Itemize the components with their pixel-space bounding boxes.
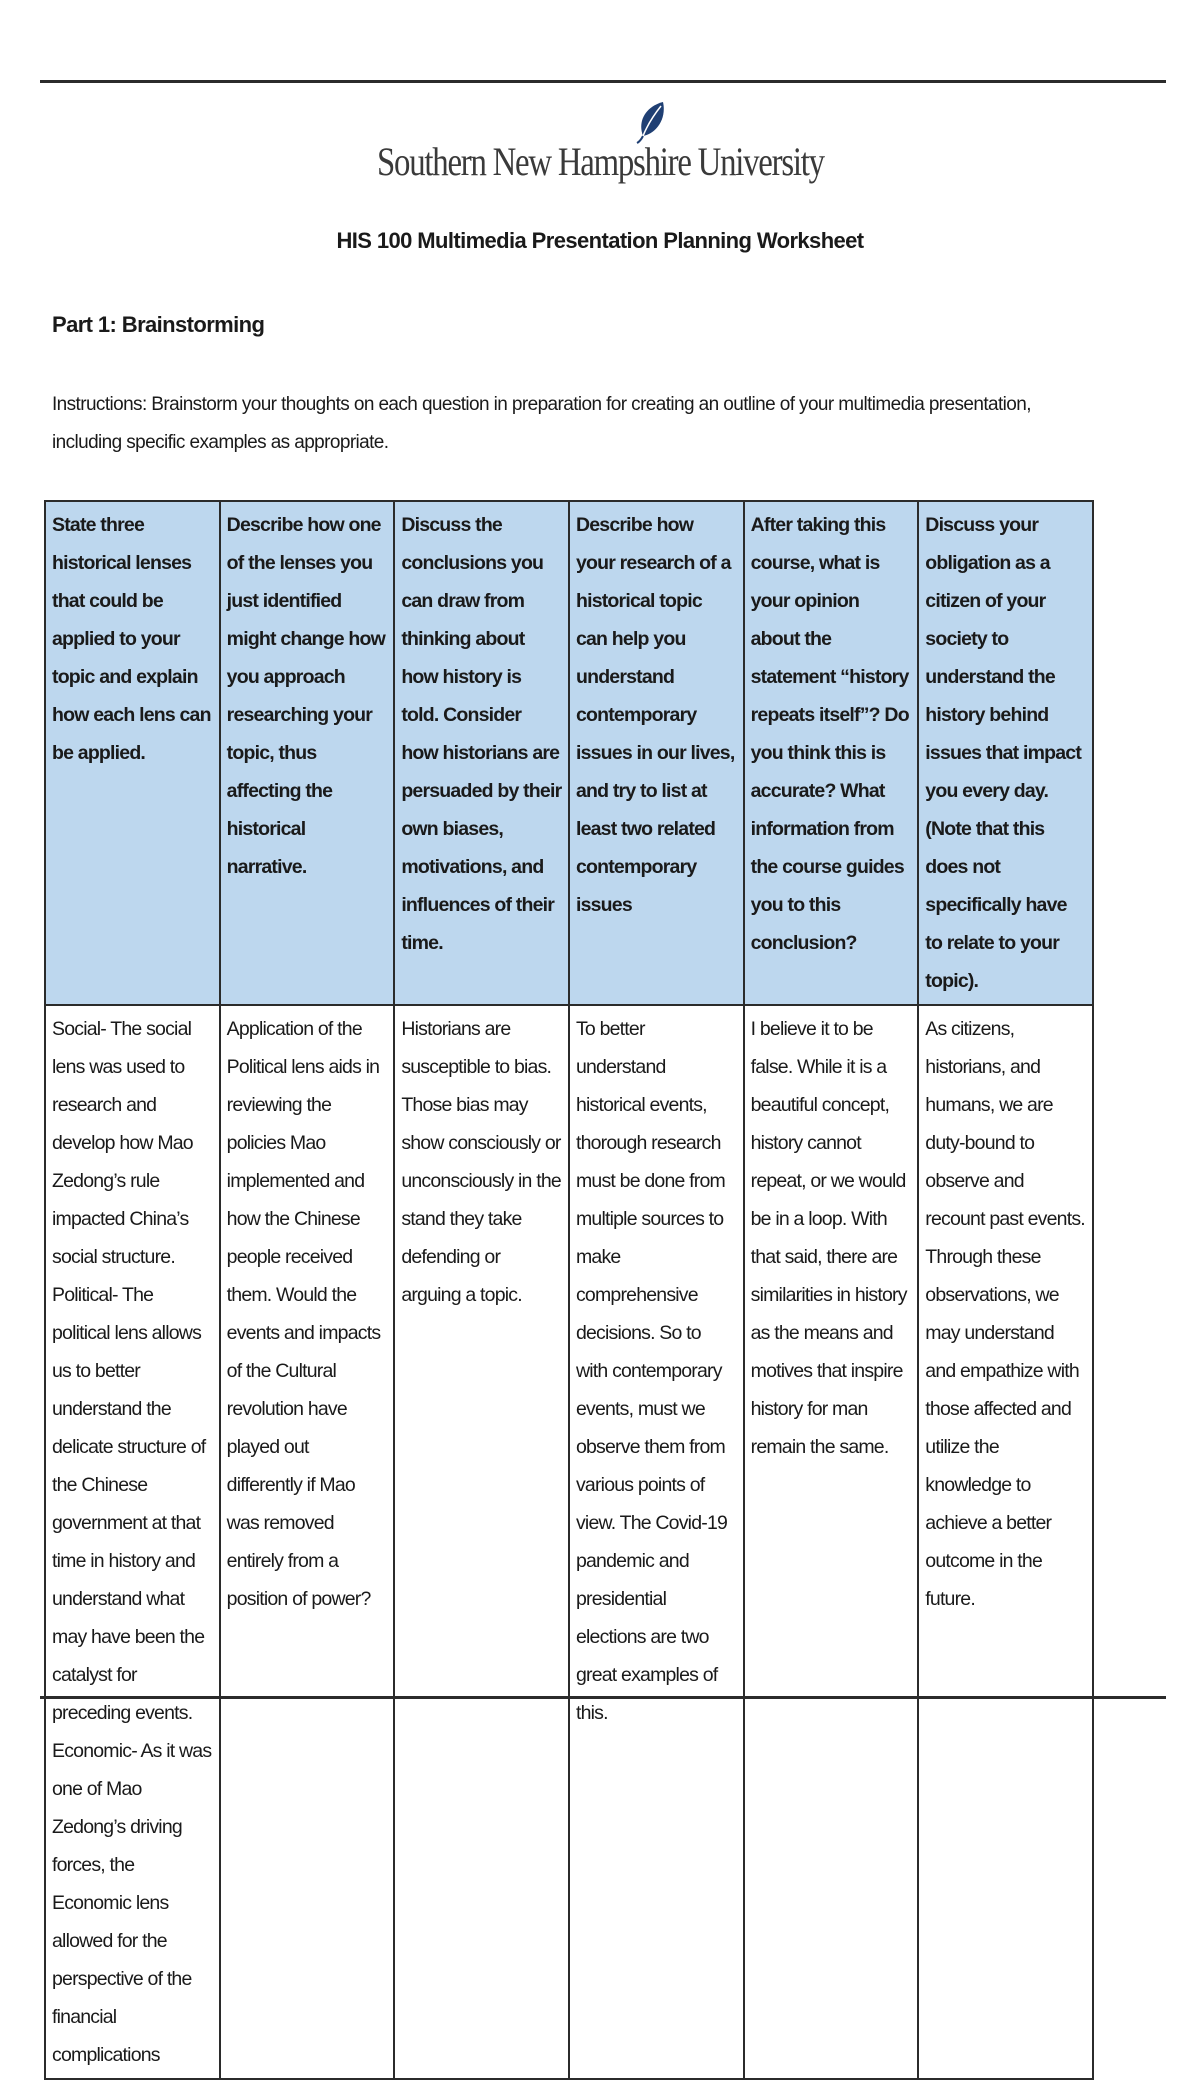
university-name: Southern New Hampshire University — [376, 139, 824, 184]
table-row — [45, 1005, 1093, 2079]
answer-conclusions: Historians are susceptible to bias. Those bias may show consciously or unconsciously in the stand they take defending or arguing a topic. — [394, 1005, 569, 2079]
answer-history-repeats: I believe it to be false. While it is a beautiful concept, history cannot repeat, or we would be in a loop. With that said, there are similarities in history as the means and motives that inspire history for man remain the same. — [744, 1005, 919, 2079]
answer-citizen-obligation: As citizens, historians, and humans, we are duty-bound to observe and recount past events. Through these observations, we may understand and empathize with those affected and utilize the knowledge to achieve a better outcome in the future. — [918, 1005, 1093, 2079]
instructions-text: Instructions: Brainstorm your thoughts on each question in preparation for creating an outline of your multimedia presentation, including specific examples as appropriate. — [52, 394, 1031, 453]
column-header-historical-lenses: State three historical lenses that could be applied to your topic and explain how each lens can be applied. — [45, 501, 220, 1005]
part-heading: Part 1: Brainstorming — [52, 312, 265, 337]
university-logo — [0, 100, 1200, 185]
column-header-conclusions: Discuss the conclusions you can draw from thinking about how history is told. Consider how historians are persuaded by their own biases, motivations, and influences of their time. — [394, 501, 569, 1005]
answer-contemporary-issues: To better understand historical events, thorough research must be done from multiple sources to make comprehensive decisions. So to with contemporary events, must we observe them from various points of view. The Covid-19 pandemic and presidential elections are two great examples of this. — [569, 1005, 744, 2079]
answer-lens-approach: Application of the Political lens aids in reviewing the policies Mao implemented and how the Chinese people received them. Would the events and impacts of the Cultural revolution have played out differently if Mao was removed entirely from a position of power? — [220, 1005, 395, 2079]
brainstorm-table — [44, 500, 1094, 2080]
bottom-rule — [40, 1696, 1166, 1699]
column-header-citizen-obligation: Discuss your obligation as a citizen of your society to understand the history behind issues that impact you every day. (Note that this does not specifically have to relate to your topic). — [918, 501, 1093, 1005]
document-title: HIS 100 Multimedia Presentation Planning Worksheet — [336, 228, 864, 253]
answer-historical-lenses: Social- The social lens was used to research and develop how Mao Zedong’s rule impacted China’s social structure. Political- The political lens allows us to better understand the delicate structure of the Chinese government at that time in history and understand what may have been the catalyst for preceding events. Economic- As it was one of Mao Zedong’s driving forces, the Economic lens allowed for the perspective of the financial complications — [45, 1005, 220, 2079]
column-header-contemporary-issues: Describe how your research of a historical topic can help you understand contemporary issues in our lives, and try to list at least two related contemporary issues — [569, 501, 744, 1005]
table-header-row — [45, 501, 1093, 1005]
column-header-history-repeats: After taking this course, what is your opinion about the statement “history repeats itself”? Do you think this is accurate? What information from the course guides you to this conclusion? — [744, 501, 919, 1005]
top-rule — [40, 80, 1166, 83]
column-header-lens-approach: Describe how one of the lenses you just identified might change how you approach researching your topic, thus affecting the historical narrative. — [220, 501, 395, 1005]
